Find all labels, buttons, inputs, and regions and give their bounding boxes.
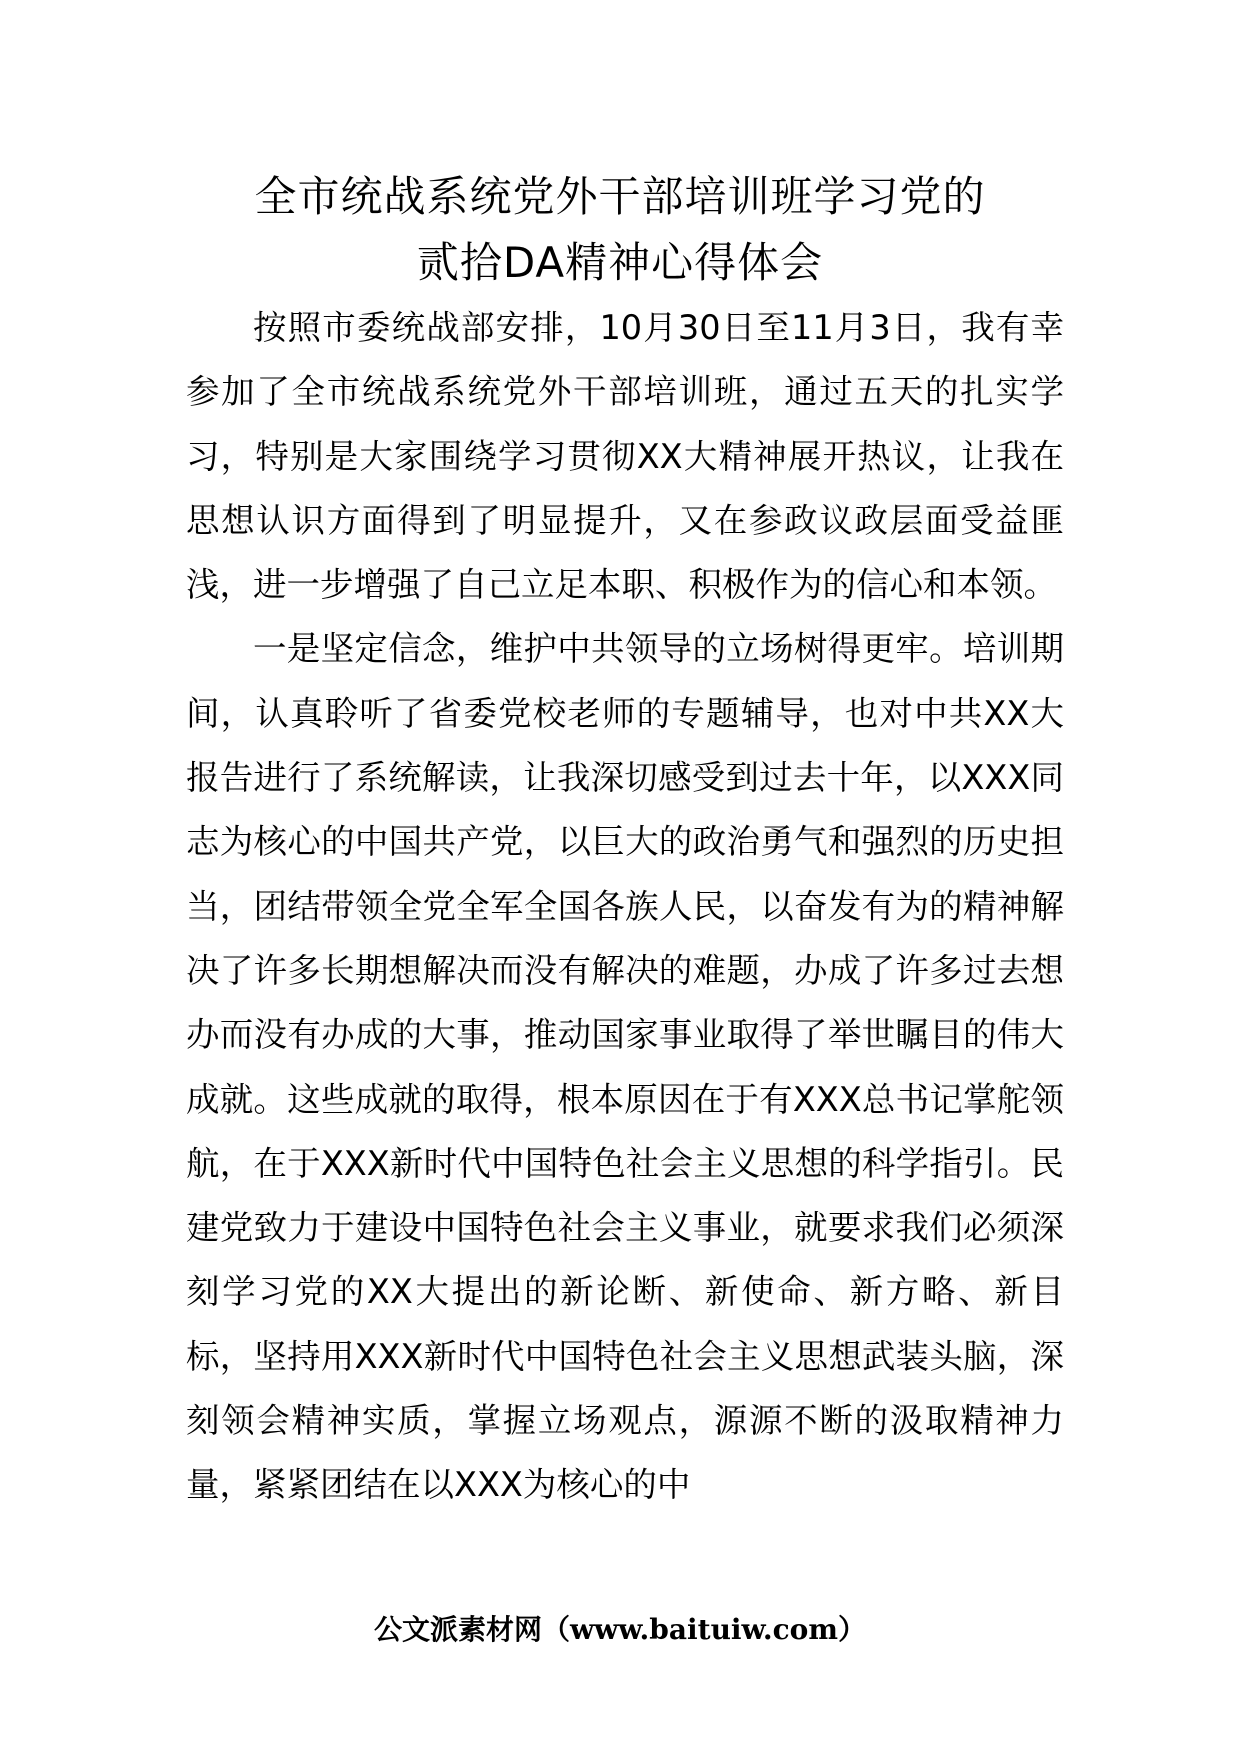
paragraph-intro: 按照市委统战部安排，10月30日至11月3日，我有幸参加了全市统战系统党外干部培训班，通过五天的扎实学习，特别是大家围绕学习贯彻XX大精神展开热议，让我在思想认识方面得到了明显提升，又在参政议政层面受益匪浅，进一步增强了自己立足本职、积极作为的信心和本领。	[186, 308, 1064, 605]
paragraph-point-one: 一是坚定信念，维护中共领导的立场树得更牢。培训期间，认真聆听了省委党校老师的专题辅导，也对中共XX大报告进行了系统解读，让我深切感受到过去十年，以XXX同志为核心的中国共产党，以巨大的政治勇气和强烈的历史担当，团结带领全党全军全国各族人民，以奋发有为的精神解决了许多长期想解决而没有解决的难题，办成了许多过去想办而没有办成的大事，推动国家事业取得了举世瞩目的伟大成就。这些成就的取得，根本原因在于有XXX总书记掌舵领航，在于XXX新时代中国特色社会主义思想的科学指引。民建党致力于建设中国特色社会主义事业，就要求我们必须深刻学习党的XX大提出的新论断、新使命、新方略、新目标，坚持用XXX新时代中国特色社会主义思想武装头脑，深刻领会精神实质，掌握立场观点，源源不断的汲取精神力量，紧紧团结在以XXX为核心的中	[186, 629, 1064, 1505]
document-title-line-2: 贰拾DA精神心得体会	[416, 238, 824, 287]
footer-watermark: 公文派素材网（www.baituiw.com）	[374, 1613, 866, 1646]
document-body	[186, 296, 1064, 1518]
document-title-line-1: 全市统战系统党外干部培训班学习党的	[254, 172, 986, 221]
